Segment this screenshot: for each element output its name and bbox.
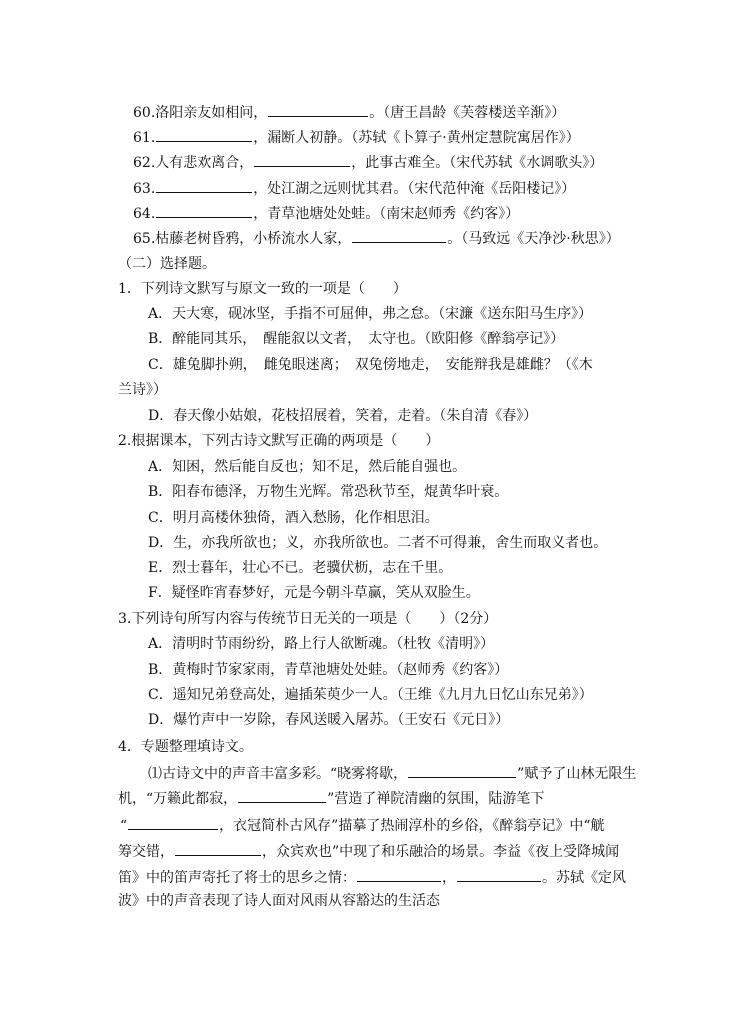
fill-item-62: 62.人有悲欢离合， ，此事古难全。（宋代苏轼《水调歌头》） [133, 152, 603, 172]
q1-option-a: A．天大寒，砚冰坚，手指不可屈伸，弗之怠。（宋濂《送东阳马生序》） [148, 306, 593, 322]
q2-option-a: A．知困，然后能自反也；知不足，然后能自强也。 [148, 459, 467, 475]
answer-blank[interactable] [156, 178, 252, 193]
fill-item-63: 63. ，处江湖之远则忧其君。（宋代范仲淹《岳阳楼记》） [133, 178, 575, 198]
q1-option-b: B．醉能同其乐， 醒能叙以文者， 太守也。（欧阳修《醉翁亭记》） [148, 331, 565, 347]
q3-option-c: C．遥知兄弟登高处，遍插茱萸少一人。（王维《九月九日忆山东兄弟》） [148, 687, 593, 703]
q1-option-c: C．雄兔脚扑朔， 雌兔眼迷离； 双兔傍地走， 安能辩我是雄雌？（《木 [148, 357, 593, 373]
question-2-stem: 2.根据课本，下列古诗文默写正确的两项是（ ） [118, 433, 440, 449]
q2-option-c: C．明月高楼休独倚，酒入愁肠，化作相思泪。 [148, 510, 439, 526]
fill-item-64: 64. ，青草池塘处处蛙。（南宋赵师秀《约客》） [133, 203, 519, 223]
fill-item-60: 60.洛阳亲友如相问， 。（唐王昌龄《芙蓉楼送辛渐》） [133, 102, 565, 122]
q2-option-e: E．烈士暮年，壮心不已。老骥伏枥，志在千里。 [148, 560, 453, 576]
answer-blank[interactable] [238, 788, 326, 803]
answer-blank[interactable] [175, 841, 261, 856]
q2-option-f: F．疑怪昨宵春梦好，元是今朝斗草赢，笑从双脸生。 [148, 585, 480, 601]
answer-blank[interactable] [254, 152, 350, 167]
q3-option-b: B．黄梅时节家家雨，青草池塘处处蛙。（赵师秀《约客》） [148, 662, 509, 678]
answer-blank[interactable] [457, 867, 541, 882]
q4-para-line-6: 波》中的声音表现了诗人面对风雨从容豁达的生活态 [118, 893, 440, 909]
q4-para-line-2: 机，“万籁此都寂， ”营造了禅院清幽的氛围，陆游笔下 [118, 788, 544, 808]
q1-option-d: D．春天像小姑娘，花枝招展着，笑着，走着。（朱自清《春》） [148, 408, 538, 424]
answer-blank[interactable] [352, 228, 446, 243]
question-3-stem: 3.下列诗句所写内容与传统节日无关的一项是（ ）（2分） [118, 611, 498, 627]
q3-option-d: D．爆竹声中一岁除，春风送暖入屠苏。（王安石《元日》） [148, 712, 510, 728]
question-1-stem: 1．下列诗文默写与原文一致的一项是（ ） [118, 281, 407, 297]
answer-blank[interactable] [357, 867, 441, 882]
answer-blank[interactable] [156, 127, 252, 142]
question-4-stem: 4．专题整理填诗文。 [118, 739, 253, 755]
q1-option-c-cont: 兰诗》） [118, 382, 167, 398]
q4-para-line-5: 笛》中的笛声寄托了将士的思乡之情： ， 。苏轼《定风 [118, 867, 626, 887]
answer-blank[interactable] [408, 763, 516, 778]
q4-para-line-3: “ ，衣冠简朴古风存”描摹了热闹淳朴的乡俗，《醉翁亭记》中“觥 [120, 815, 605, 835]
answer-blank[interactable] [128, 815, 218, 830]
section-heading: （二）选择题。 [118, 256, 216, 272]
q2-option-d: D．生，亦我所欲也；义，亦我所欲也。二者不可得兼，舍生而取义者也。 [148, 535, 608, 551]
q2-option-b: B．阳春布德泽，万物生光辉。常恐秋节至，焜黄华叶衰。 [148, 484, 509, 500]
q4-para-line-4: 筹交错， ，众宾欢也”中现了和乐融洽的场景。李益《夜上受降城闻 [118, 841, 619, 861]
answer-blank[interactable] [156, 203, 252, 218]
q4-para-line-1: ⑴古诗文中的声音丰富多彩。“晓雾将歇， ”赋予了山林无限生 [148, 763, 636, 783]
fill-item-61: 61. ，漏断人初静。（苏轼《卜算子·黄州定慧院寓居作》） [133, 127, 580, 147]
answer-blank[interactable] [268, 102, 368, 117]
fill-item-65: 65.枯藤老树昏鸦，小桥流水人家， 。（马致远《天净沙·秋思》） [133, 228, 620, 248]
q3-option-a: A．清明时节雨纷纷，路上行人欲断魂。（杜牧《清明》） [148, 636, 495, 652]
